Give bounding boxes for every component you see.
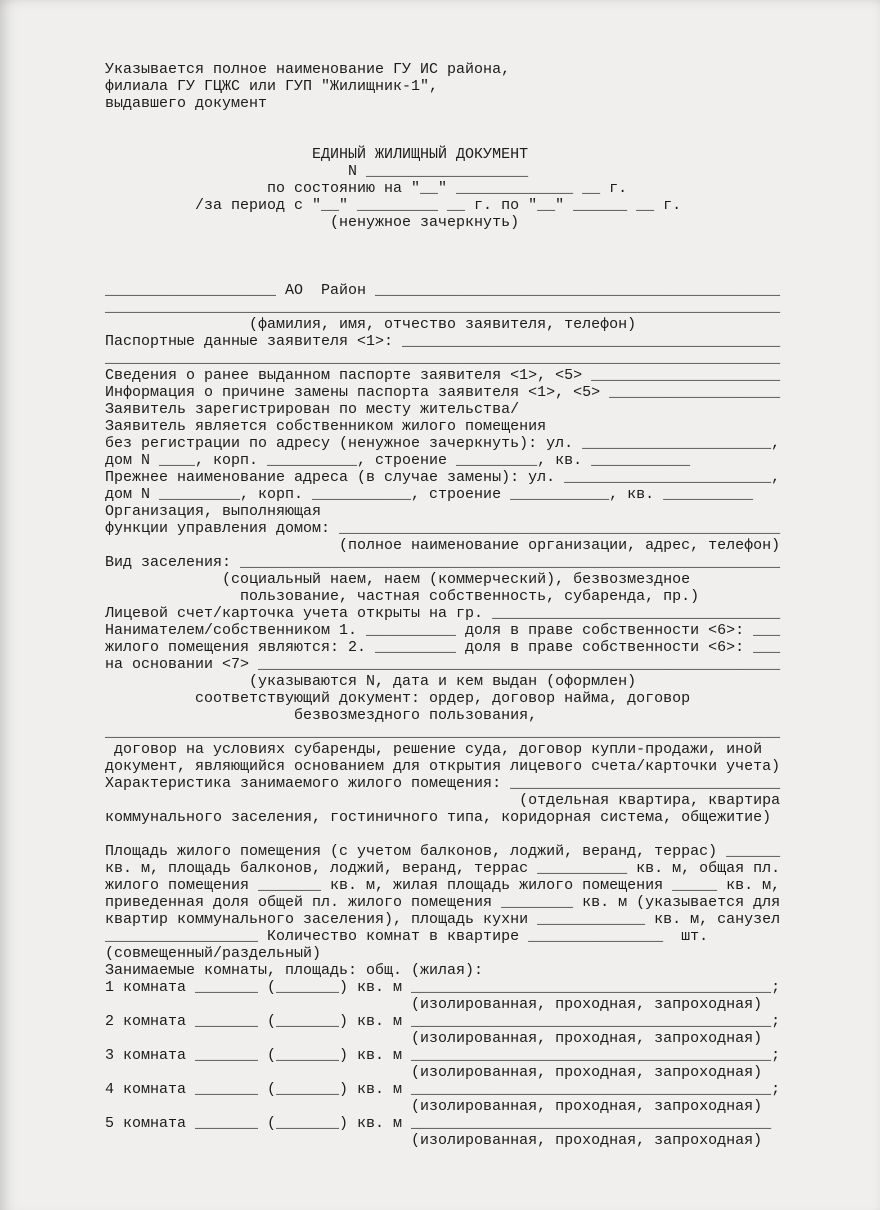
document-line bbox=[105, 265, 780, 282]
document-line bbox=[105, 112, 780, 129]
document-line: документ, являющийся основанием для открытия лицевого счета/карточки учета) bbox=[105, 758, 781, 775]
document-line: дом N ____, корп. __________, строение _________, кв. ___________ bbox=[105, 452, 691, 469]
document-line: жилого помещения являются: 2. _________ доля в праве собственности <6>: ___ bbox=[105, 639, 781, 656]
document-line: ___________________________________________________________________________ bbox=[105, 350, 781, 367]
document-line: кв. м, площадь балконов, лоджий, веранд, террас __________ кв. м, общая пл. bbox=[105, 860, 781, 877]
document-line: без регистрации по адресу (ненужное зачеркнуть): ул. _____________________, bbox=[105, 435, 781, 452]
document-line: приведенная доля общей пл. жилого помещения ________ кв. м (указывается для bbox=[105, 894, 781, 911]
document-line: жилого помещения _______ кв. м, жилая площадь жилого помещения _____ кв. м, bbox=[105, 877, 781, 894]
document-line: ЕДИНЫЙ ЖИЛИЩНЫЙ ДОКУМЕНТ bbox=[105, 146, 529, 163]
document-line: _________________ Количество комнат в квартире _______________ шт. bbox=[105, 928, 709, 945]
document-line: Занимаемые комнаты, площадь: общ. (жилая): bbox=[105, 962, 484, 979]
document-line: (социальный наем, наем (коммерческий), безвозмездное bbox=[105, 571, 691, 588]
document-line: 5 комната _______ (_______) кв. м ________________________________________ bbox=[105, 1115, 772, 1132]
document-line: Заявитель является собственником жилого помещения bbox=[105, 418, 547, 435]
document-line: Паспортные данные заявителя <1>: __________________________________________ bbox=[105, 333, 781, 350]
document-line: 3 комната _______ (_______) кв. м ________________________________________; bbox=[105, 1047, 781, 1064]
document-line: (ненужное зачеркнуть) bbox=[105, 214, 520, 231]
document-line: квартир коммунального заселения), площадь кухни ____________ кв. м, санузел bbox=[105, 911, 781, 928]
document-line: (полное наименование организации, адрес, телефон) bbox=[105, 537, 781, 554]
document-line: дом N _________, корп. ___________, строение ___________, кв. __________ bbox=[105, 486, 754, 503]
document-line bbox=[105, 129, 780, 146]
document-line: 2 комната _______ (_______) кв. м ________________________________________; bbox=[105, 1013, 781, 1030]
document-line: (фамилия, имя, отчество заявителя, телефон) bbox=[105, 316, 637, 333]
document-line: выдавшего документ bbox=[105, 95, 268, 112]
document-line: Указывается полное наименование ГУ ИС района, bbox=[105, 61, 511, 78]
document-line: (изолированная, проходная, запроходная) bbox=[105, 996, 763, 1013]
document-line: ___________________________________________________________________________ bbox=[105, 299, 781, 316]
document-line: Прежнее наименование адреса (в случае замены): ул. _______________________, bbox=[105, 469, 781, 486]
document-line bbox=[105, 248, 780, 265]
document-line: 1 комната _______ (_______) кв. м ________________________________________; bbox=[105, 979, 781, 996]
document-line: (изолированная, проходная, запроходная) bbox=[105, 1098, 763, 1115]
document-line: Вид заселения: ____________________________________________________________ bbox=[105, 554, 781, 571]
document-line: коммунального заселения, гостиничного типа, коридорная система, общежитие) bbox=[105, 809, 772, 826]
document-line: Лицевой счет/карточка учета открыты на гр. ________________________________ bbox=[105, 605, 781, 622]
document-line: (совмещенный/раздельный) bbox=[105, 945, 322, 962]
document-line: Нанимателем/собственником 1. __________ доля в праве собственности <6>: ___ bbox=[105, 622, 781, 639]
document-line: Заявитель зарегистрирован по месту жительства/ bbox=[105, 401, 520, 418]
document-line: функции управления домом: _________________________________________________ bbox=[105, 520, 781, 537]
document-line: (указываются N, дата и кем выдан (оформлен) bbox=[105, 673, 637, 690]
document-line: Площадь жилого помещения (с учетом балконов, лоджий, веранд, террас) ______ bbox=[105, 843, 781, 860]
document-line: пользование, частная собственность, субаренда, пр.) bbox=[105, 588, 700, 605]
document-line: (изолированная, проходная, запроходная) bbox=[105, 1132, 763, 1149]
document-line: Организация, выполняющая bbox=[105, 503, 322, 520]
document-line: ___________________________________________________________________________ bbox=[105, 724, 781, 741]
document-line: Сведения о ранее выданном паспорте заявителя <1>, <5> _____________________ bbox=[105, 367, 781, 384]
document-line: безвозмездного пользования, bbox=[105, 707, 538, 724]
document-line: 4 комната _______ (_______) кв. м ________________________________________; bbox=[105, 1081, 781, 1098]
document-line bbox=[105, 826, 780, 843]
document-line: по состоянию на "__" _____________ __ г. bbox=[105, 180, 628, 197]
document-line: ___________________ АО Район _____________________________________________ bbox=[105, 282, 781, 299]
document-line: (изолированная, проходная, запроходная) bbox=[105, 1030, 763, 1047]
document-line: (изолированная, проходная, запроходная) bbox=[105, 1064, 763, 1081]
document-line: филиала ГУ ГЦЖС или ГУП "Жилищник-1", bbox=[105, 78, 439, 95]
document-line: Характеристика занимаемого жилого помещения: ______________________________ bbox=[105, 775, 781, 792]
document-line bbox=[105, 231, 780, 248]
document-line: Информация о причине замены паспорта заявителя <1>, <5> ___________________ bbox=[105, 384, 781, 401]
document-line: /за период с "__" _________ __ г. по "__" ______ __ г. bbox=[105, 197, 682, 214]
unified-housing-document bbox=[105, 61, 780, 1149]
document-line: (отдельная квартира, квартира bbox=[105, 792, 781, 809]
document-line: соответствующий документ: ордер, договор найма, договор bbox=[105, 690, 691, 707]
document-line: на основании <7> __________________________________________________________ bbox=[105, 656, 781, 673]
document-line: N __________________ bbox=[105, 163, 529, 180]
document-line: договор на условиях субаренды, решение суда, договор купли-продажи, иной bbox=[105, 741, 763, 758]
